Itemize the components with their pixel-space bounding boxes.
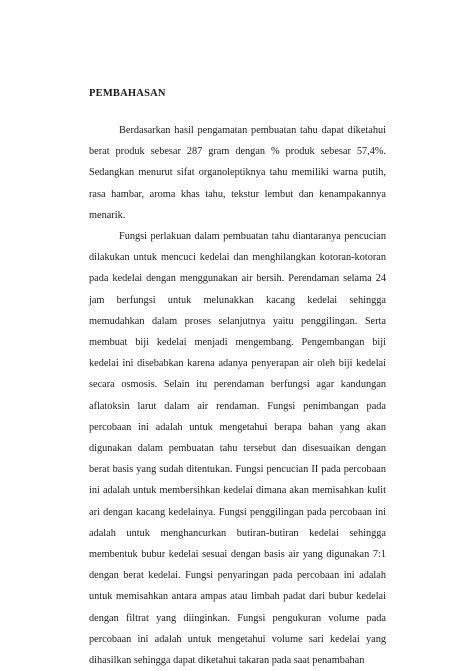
paragraph-treatment-functions: Fungsi perlakuan dalam pembuatan tahu diantaranya pencucian dilakukan untuk mencuci kedelai dan menghilangkan kotoran-kotoran pada kedelai dengan menggunakan air bersih. Perendaman selama 24 jam berfungsi untuk melunakkan kacang kedelai sehingga memudahkan dalam proses selanjutnya yaitu penggilingan. Serta membuat biji kedelai menjadi mengembang. Pengembangan biji kedelai ini disebabkan karena adanya penyerapan air oleh biji kedelai secara osmosis. Selain itu perendaman berfungsi agar kandungan aflatoksin larut dalam air rendaman. Fungsi penimbangan pada percobaan ini adalah untuk mengetahui berapa bahan yang akan digunakan dalam pembuatan tahu tersebut dan disesuaikan dengan berat basis yang sudah ditentukan. Fungsi pencucian II pada percobaan ini adalah untuk membersihkan kedelai dimana akan memisahkan kulit ari dengan kacang kedelainya. Fungsi penggilingan pada percobaan ini adalah untuk menghancurkan butiran-butiran kedelai sehingga membentuk bubur kedelai sesuai dengan basis air yang digunakan 7:1 dengan berat kedelai. Fungsi penyaringan pada percobaan ini adalah untuk memisahkan antara ampas atau limbah padat dari bubur kedelai dengan filtrat yang diinginkan. Fungsi pengukuran volume pada percobaan ini adalah untuk mengetahui volume sari kedelai yang dihasilkan sehingga dapat diketahui takaran pada saat penambahan bbox=[89, 231, 386, 667]
paragraph-results: Berdasarkan hasil pengamatan pembuatan tahu dapat diketahui berat produk sebesar 287 gram dengan % produk sebesar 57,4%. Sedangkan menurut sifat organoleptiknya tahu memiliki warna putih, rasa hambar, aroma khas tahu, tekstur lembut dan kenampakannya menarik. bbox=[89, 125, 386, 221]
section-heading: PEMBAHASAN bbox=[89, 88, 166, 99]
